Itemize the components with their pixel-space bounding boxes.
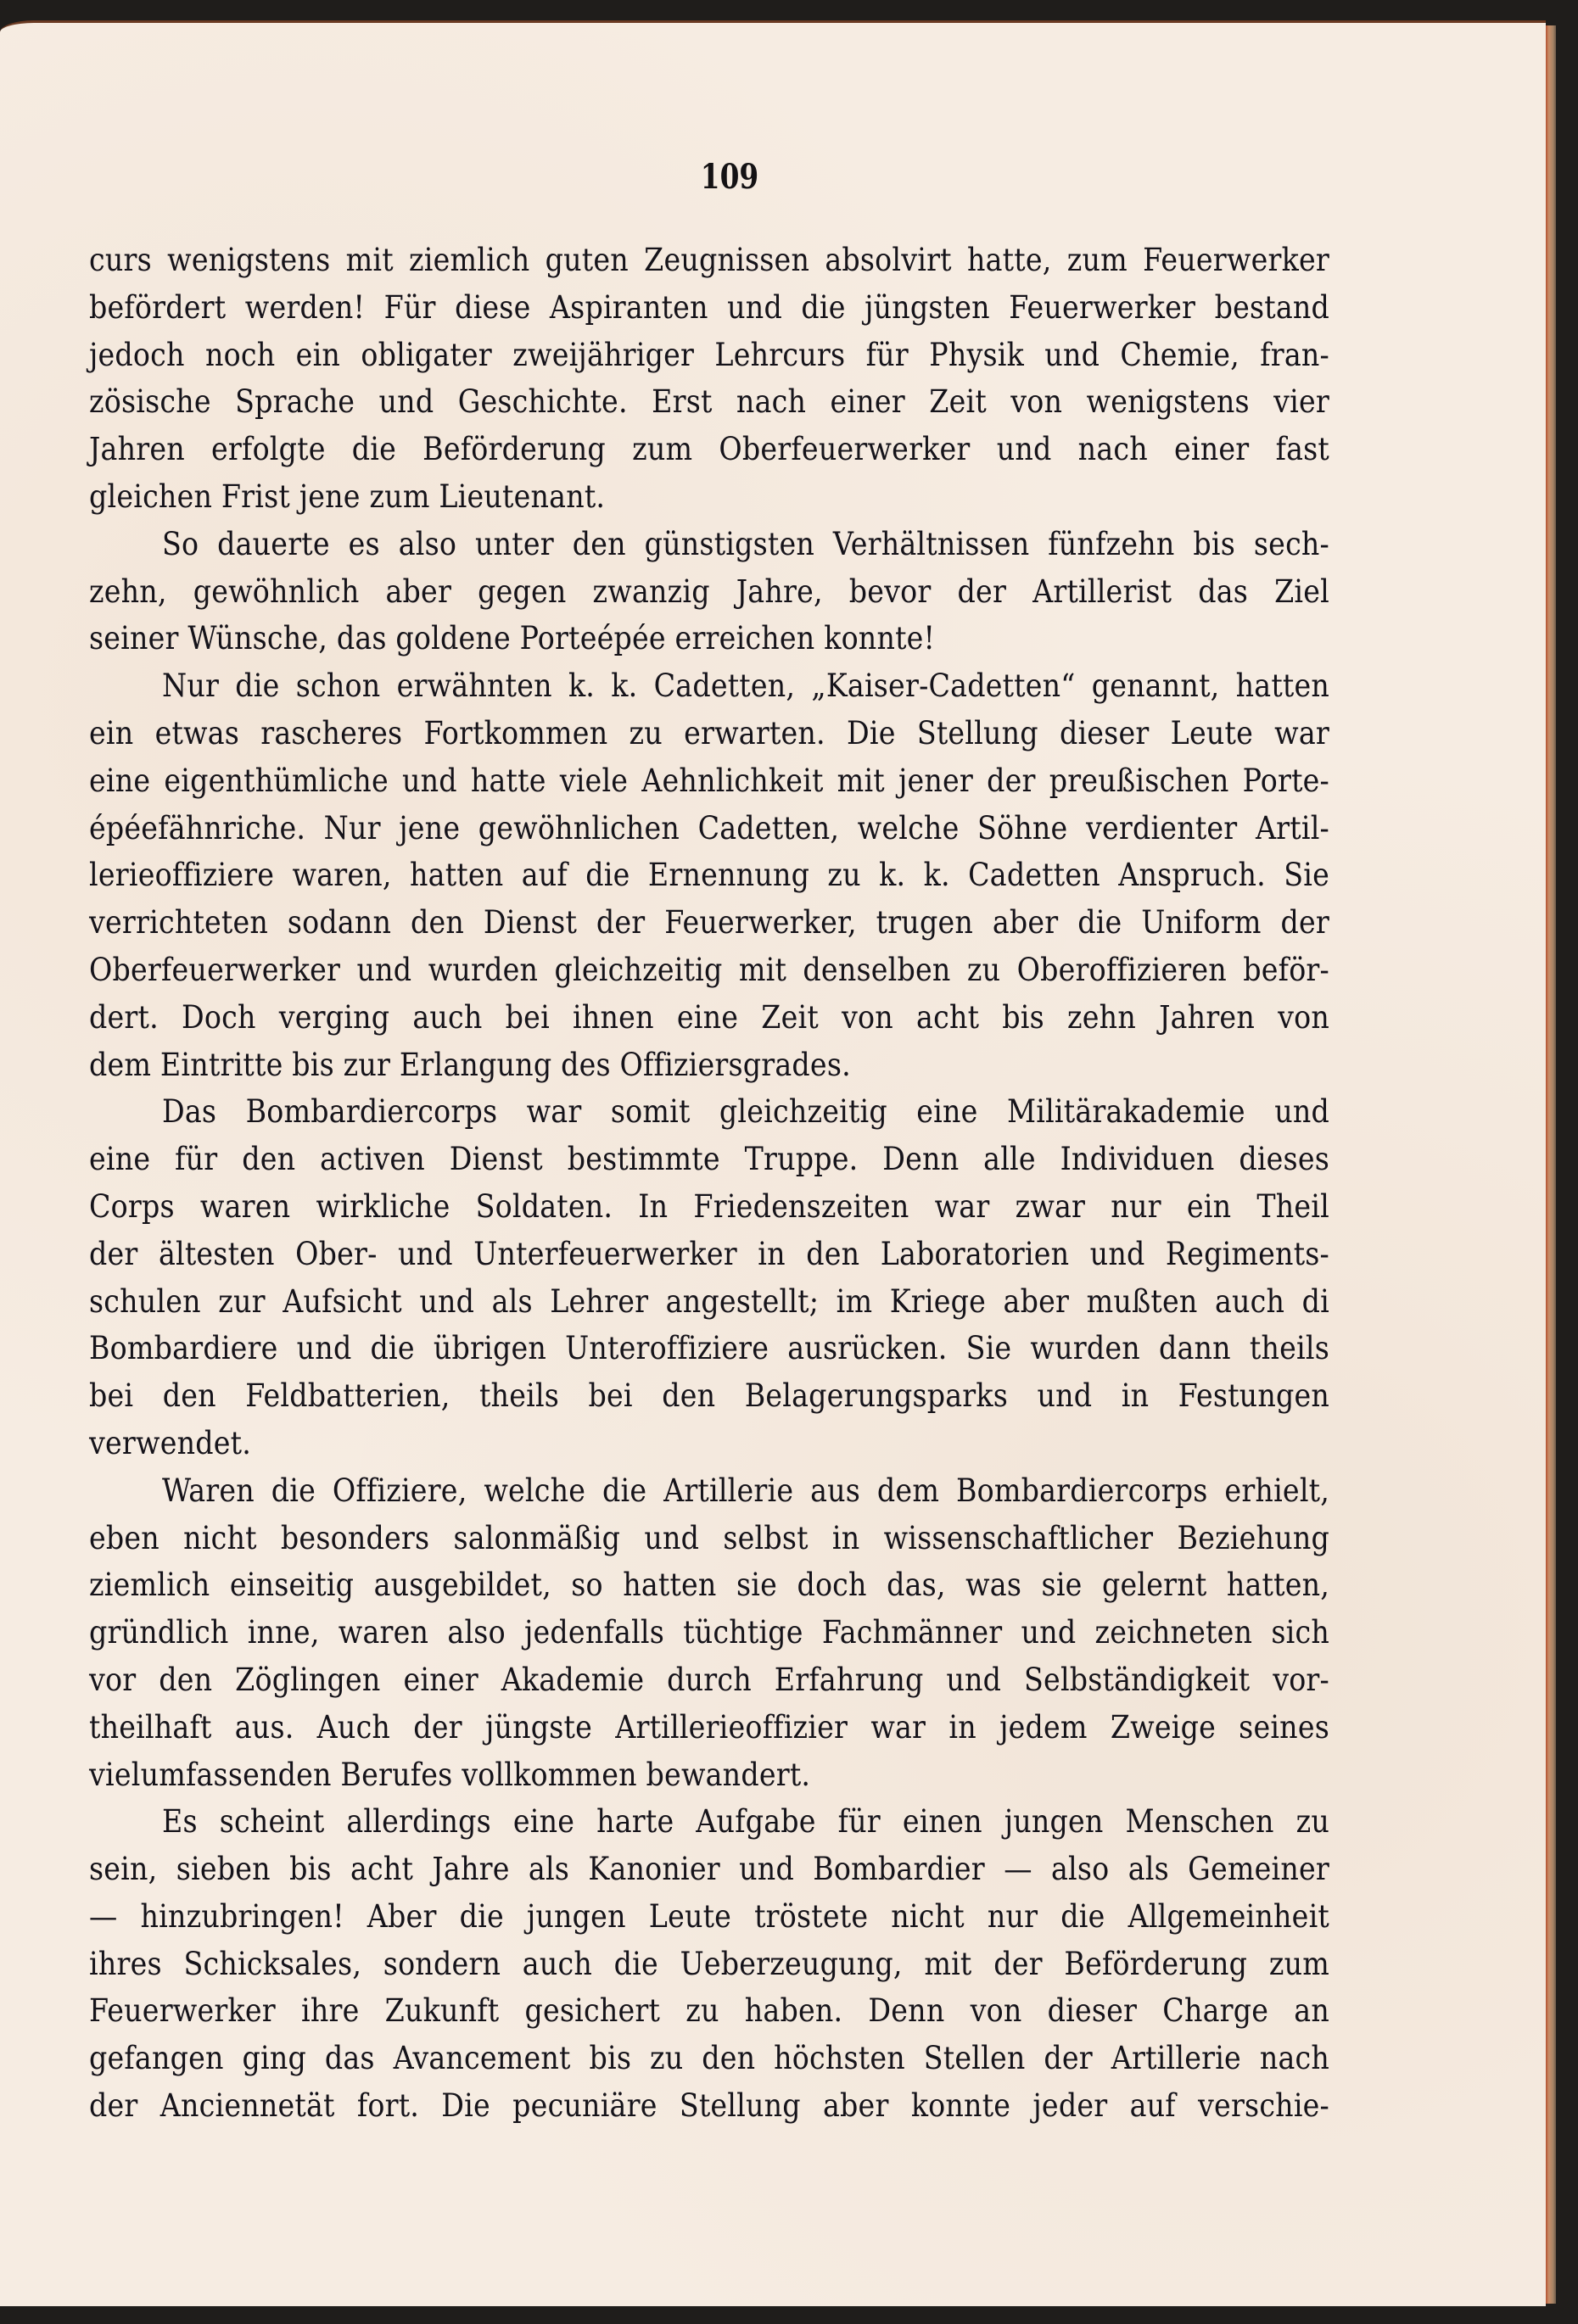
paragraph-first-line — [89, 1798, 1329, 1846]
text-line-content: dem Eintritte bis zur Erlangung des Offiziersgrades. — [89, 1046, 851, 1083]
text-line — [89, 805, 1329, 852]
text-line — [89, 1561, 1329, 1609]
text-line-content: gefangen ging das Avancement bis zu den höchsten Stellen der Artillerie nach — [89, 2040, 1329, 2077]
page-edge — [1546, 25, 1556, 2304]
text-line — [89, 710, 1329, 757]
text-line-content: Waren die Offiziere, welche die Artillerie aus dem Bombardiercorps erhielt, — [162, 1472, 1329, 1509]
text-line-content: épéefähnriche. Nur jene gewöhnlichen Cadetten, welche Söhne verdienter Artil- — [89, 809, 1329, 846]
text-line — [89, 378, 1329, 426]
text-line-content: — hinzubringen! Aber die jungen Leute tröstete nicht nur die Allgemeinheit — [89, 1897, 1329, 1935]
text-line — [89, 1042, 1329, 1089]
text-line — [89, 852, 1329, 899]
text-line — [89, 2035, 1329, 2082]
text-line-content: der Anciennetät fort. Die pecuniäre Stellung aber konnte jeder auf verschie- — [89, 2087, 1329, 2125]
text-line — [89, 473, 1329, 521]
page-number: 109 — [700, 157, 759, 197]
text-line-content: befördert werden! Für diese Aspiranten und die jüngsten Feuerwerker bestand — [89, 288, 1329, 326]
text-line-content: Bombardiere und die übrigen Unteroffiziere ausrücken. Sie wurden dann theils — [89, 1330, 1329, 1367]
text-line — [89, 568, 1329, 616]
paragraph-first-line — [89, 521, 1329, 568]
text-line — [89, 1987, 1329, 2035]
text-line — [89, 947, 1329, 994]
text-line-content: sein, sieben bis acht Jahre als Kanonier und Bombardier — also als Gemeiner — [89, 1851, 1329, 1888]
body-text — [89, 237, 1329, 2130]
text-line-content: Feuerwerker ihre Zukunft gesichert zu haben. Denn von dieser Charge an — [89, 1992, 1329, 2030]
book-page — [0, 20, 1546, 2306]
text-line-content: vielumfassenden Berufes vollkommen bewandert. — [89, 1756, 811, 1793]
text-line-content: ein etwas rascheres Fortkommen zu erwarten. Die Stellung dieser Leute war — [89, 714, 1329, 751]
text-line — [89, 1183, 1329, 1231]
text-line-content: verwendet. — [89, 1424, 251, 1461]
paragraph-first-line — [89, 1467, 1329, 1515]
text-line-content: eine für den activen Dienst bestimmte Truppe. Denn alle Individuen dieses — [89, 1141, 1329, 1178]
text-line — [89, 1278, 1329, 1326]
text-line — [89, 1515, 1329, 1562]
text-line — [89, 332, 1329, 379]
text-line — [89, 1704, 1329, 1751]
text-line — [89, 284, 1329, 332]
text-line-content: dert. Doch verging auch bei ihnen eine Zeit von acht bis zehn Jahren von — [89, 998, 1329, 1036]
text-line — [89, 2082, 1329, 2130]
text-line — [89, 1893, 1329, 1941]
text-line — [89, 1372, 1329, 1420]
text-line — [89, 1231, 1329, 1278]
text-line-content: der ältesten Ober- und Unterfeuerwerker in den Laboratorien und Regiments- — [89, 1235, 1329, 1272]
text-line-content: gleichen Frist jene zum Lieutenant. — [89, 478, 606, 515]
text-line-content: Oberfeuerwerker und wurden gleichzeitig mit denselben zu Oberoffizieren beför- — [89, 951, 1329, 988]
text-line-content: jedoch noch ein obligater zweijähriger Lehrcurs für Physik und Chemie, fran- — [89, 336, 1329, 373]
text-line-content: bei den Feldbatterien, theils bei den Belagerungsparks und in Festungen — [89, 1377, 1329, 1415]
text-line-content: ihres Schicksales, sondern auch die Ueberzeugung, mit der Beförderung zum — [89, 1945, 1329, 1982]
text-line-content: curs wenigstens mit ziemlich guten Zeugnissen absolvirt hatte, zum Feuerwerker — [89, 242, 1329, 278]
text-line-content: Corps waren wirkliche Soldaten. In Friedenszeiten war zwar nur ein Theil — [89, 1187, 1329, 1225]
text-line-content: seiner Wünsche, das goldene Porteépée erreichen konnte! — [89, 620, 936, 657]
text-line-content: ziemlich einseitig ausgebildet, so hatten sie doch das, was sie gelernt hatten, — [89, 1567, 1329, 1604]
text-line — [89, 615, 1329, 662]
text-line — [89, 899, 1329, 947]
text-line-content: eine eigenthümliche und hatte viele Aehnlichkeit mit jener der preußischen Porte- — [89, 762, 1329, 799]
text-line — [89, 237, 1329, 284]
text-line — [89, 426, 1329, 473]
text-line-content: schulen zur Aufsicht und als Lehrer angestellt; im Kriege aber mußten auch di — [89, 1282, 1329, 1320]
text-line — [89, 1609, 1329, 1656]
text-line-content: Das Bombardiercorps war somit gleichzeitig eine Militärakademie und — [162, 1093, 1329, 1131]
text-line-content: eben nicht besonders salonmäßig und selbst in wissenschaftlicher Beziehung — [89, 1519, 1329, 1556]
text-line-content: theilhaft aus. Auch der jüngste Artillerieoffizier war in jedem Zweige seines — [89, 1708, 1329, 1746]
text-line — [89, 994, 1329, 1042]
paragraph-first-line — [89, 1088, 1329, 1136]
text-line-content: verrichteten sodann den Dienst der Feuerwerker, trugen aber die Uniform der — [89, 904, 1329, 941]
text-line-content: So dauerte es also unter den günstigsten Verhältnissen fünfzehn bis sech- — [162, 525, 1329, 562]
text-line — [89, 1325, 1329, 1372]
text-line — [89, 1420, 1329, 1467]
text-line — [89, 757, 1329, 805]
text-line-content: Nur die schon erwähnten k. k. Cadetten, „Kaiser-Cadetten“ genannt, hatten — [162, 668, 1329, 705]
text-line-content: zösische Sprache und Geschichte. Erst nach einer Zeit von wenigstens vier — [89, 383, 1329, 421]
text-line — [89, 1656, 1329, 1704]
text-line — [89, 1846, 1329, 1893]
text-line — [89, 1751, 1329, 1799]
text-line-content: Es scheint allerdings eine harte Aufgabe für einen jungen Menschen zu — [162, 1803, 1329, 1841]
text-line-content: Jahren erfolgte die Beförderung zum Oberfeuerwerker und nach einer fast — [89, 431, 1329, 468]
text-line-content: lerieoffiziere waren, hatten auf die Ernennung zu k. k. Cadetten Anspruch. Sie — [89, 857, 1329, 894]
text-line-content: zehn, gewöhnlich aber gegen zwanzig Jahre, bevor der Artillerist das Ziel — [89, 573, 1329, 610]
text-line — [89, 1136, 1329, 1183]
text-line-content: gründlich inne, waren also jedenfalls tüchtige Fachmänner und zeichneten sich — [89, 1614, 1329, 1651]
text-line-content: vor den Zöglingen einer Akademie durch Erfahrung und Selbständigkeit vor- — [89, 1661, 1329, 1698]
text-line — [89, 1941, 1329, 1988]
paragraph-first-line — [89, 662, 1329, 710]
